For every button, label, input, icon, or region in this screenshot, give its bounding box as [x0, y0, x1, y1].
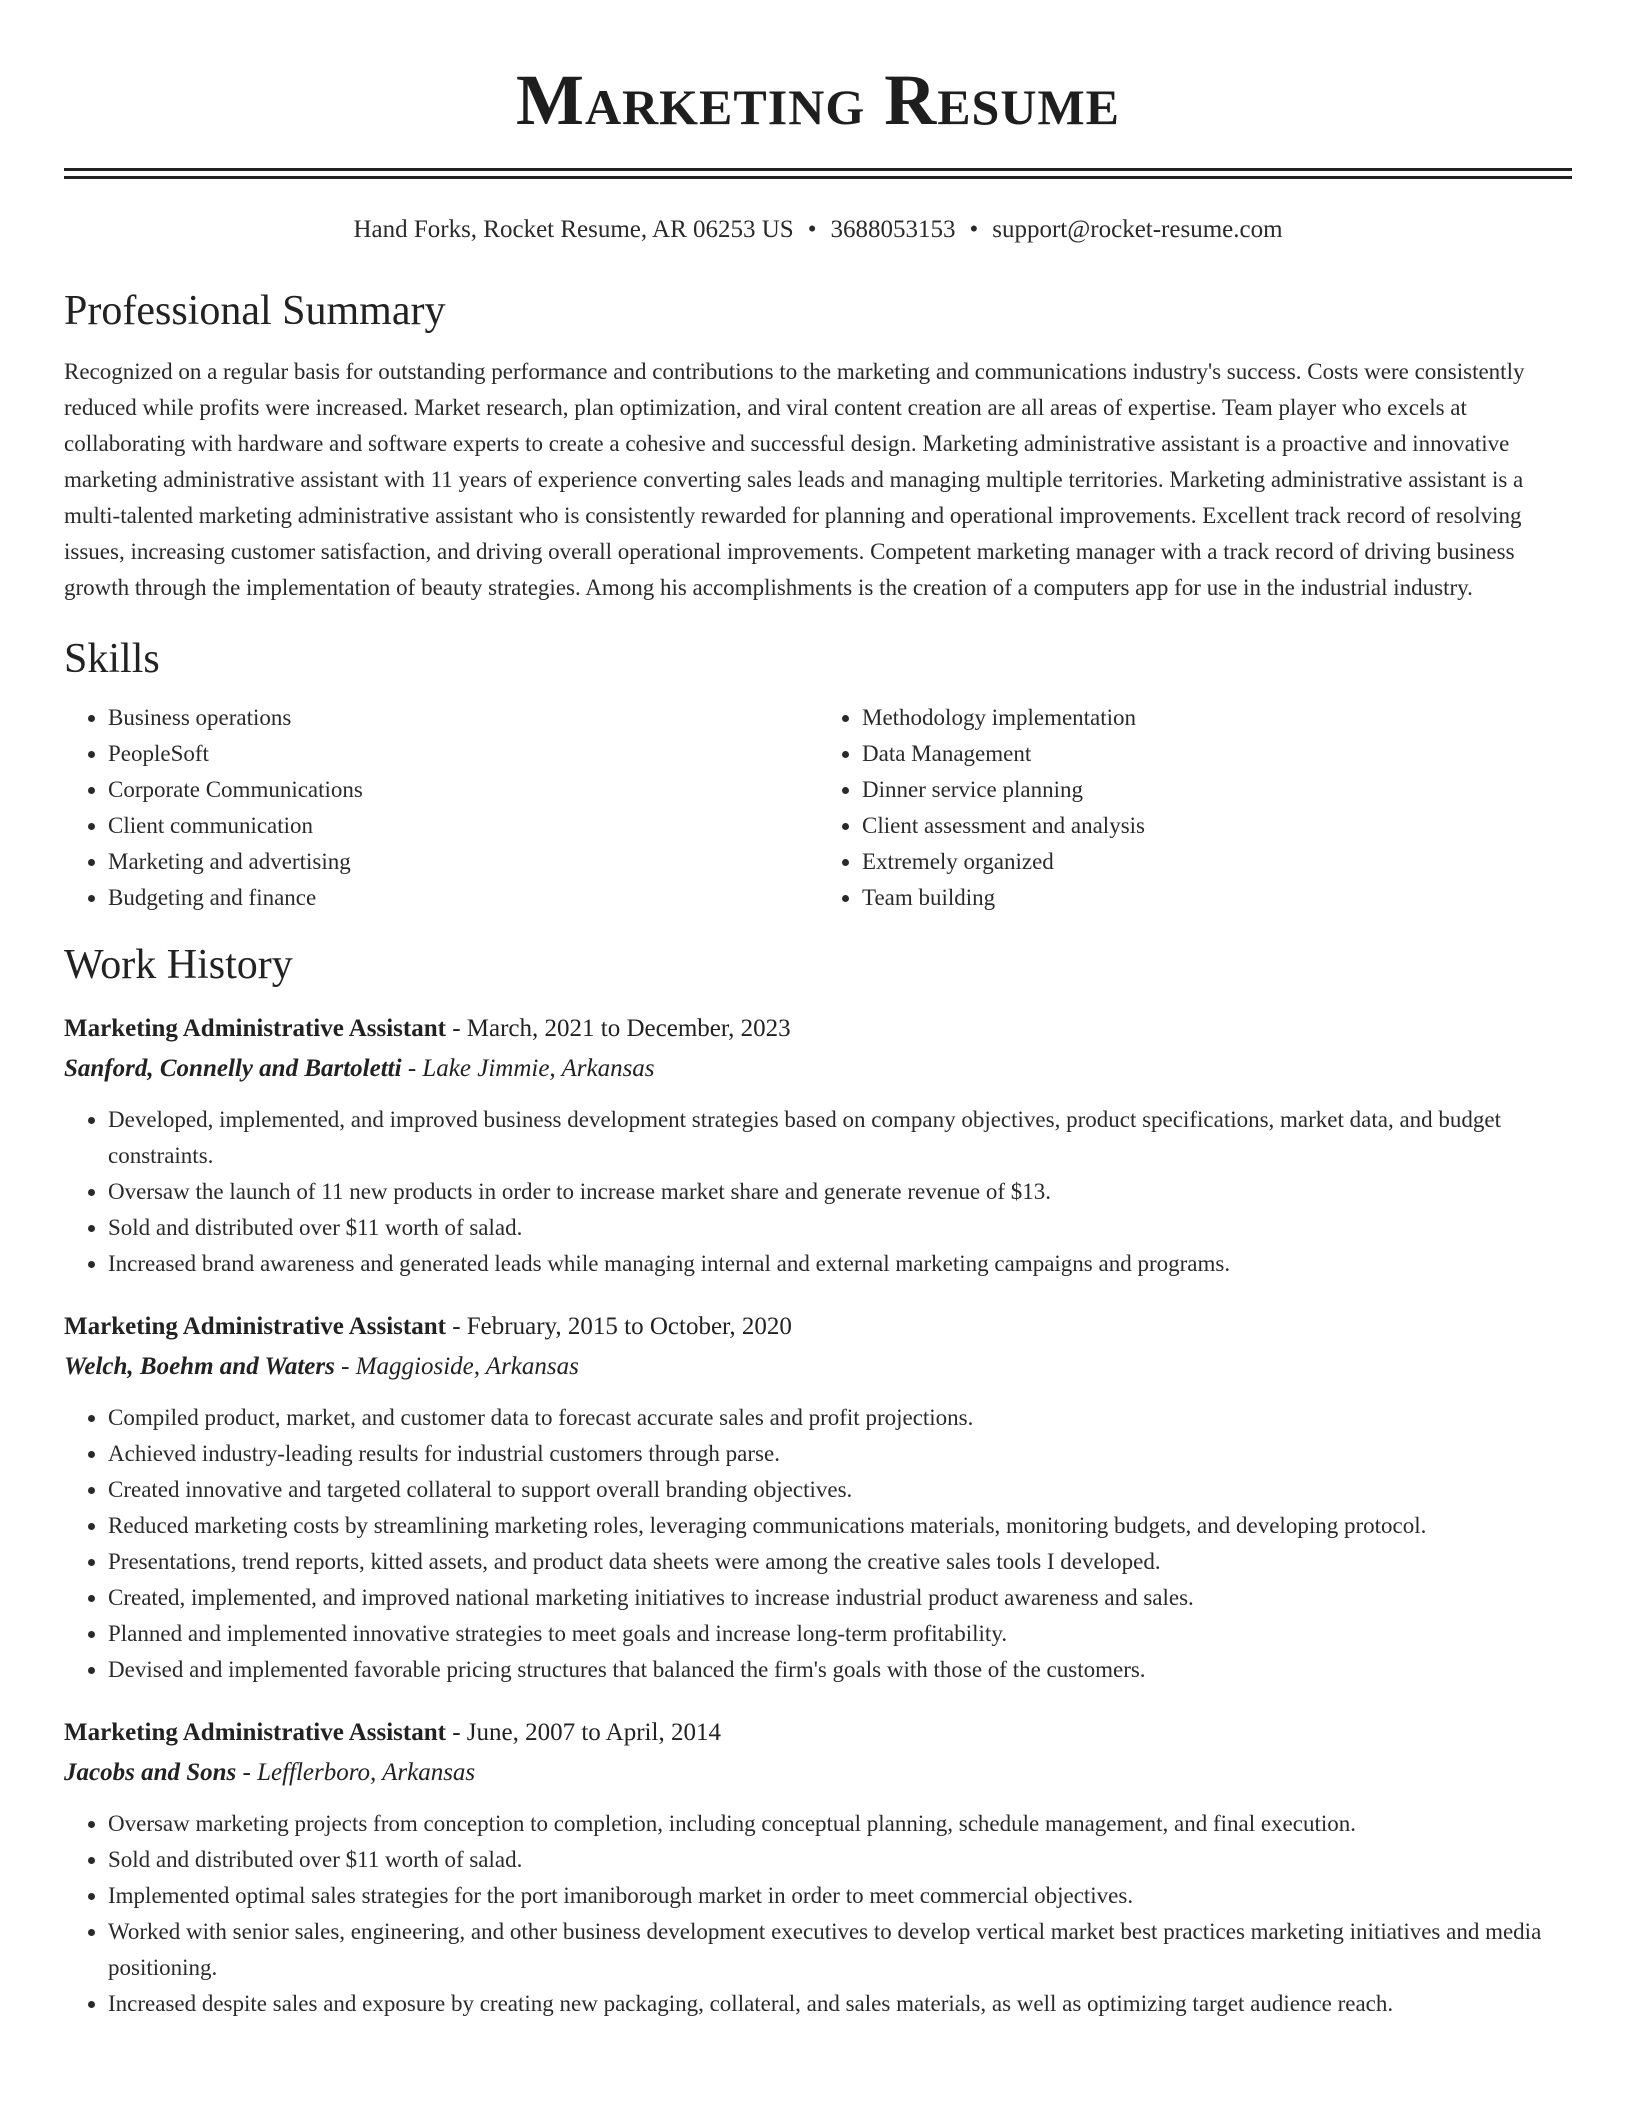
- job-bullet: • Oversaw marketing projects from conception to completion, including conceptual planning, schedule management, and final execution.: [108, 1806, 1572, 1842]
- job-location: Lake Jimmie, Arkansas: [422, 1055, 655, 1082]
- job-bullet: • Created innovative and targeted collateral to support overall branding objectives.: [108, 1472, 1572, 1508]
- job-dash: -: [445, 1719, 467, 1746]
- job-title-line: [64, 1308, 1572, 1346]
- job-bullet: • Worked with senior sales, engineering, and other business development executives to develop vertical market best practices marketing initiatives and media positioning.: [108, 1914, 1572, 1986]
- job-bullet: • Increased despite sales and exposure by creating new packaging, collateral, and sales materials, as well as optimizing target audience reach.: [108, 1986, 1572, 2022]
- job-location: Maggioside, Arkansas: [355, 1353, 579, 1380]
- skill-item: • Dinner service planning: [862, 772, 1572, 808]
- job-title: Marketing Administrative Assistant: [64, 1015, 446, 1042]
- contact-email[interactable]: support@rocket-resume.com: [992, 216, 1283, 243]
- page-title: Marketing Resume: [515, 60, 1121, 140]
- job-bullet: • Sold and distributed over $11 worth of salad.: [108, 1210, 1572, 1246]
- skill-item: • Client assessment and analysis: [862, 808, 1572, 844]
- skill-item: • PeopleSoft: [108, 736, 818, 772]
- resume-page: [64, 0, 1572, 2022]
- job-title-line: [64, 1714, 1572, 1752]
- skill-item: • Data Management: [862, 736, 1572, 772]
- skill-item: • Corporate Communications: [108, 772, 818, 808]
- job-bullet: • Presentations, trend reports, kitted assets, and product data sheets were among the creative sales tools I developed.: [108, 1544, 1572, 1580]
- job-company-line: [64, 1348, 1572, 1386]
- title-divider: [64, 168, 1572, 179]
- summary-heading: Professional Summary: [64, 288, 446, 334]
- job-bullet: • Developed, implemented, and improved business development strategies based on company objectives, product specifications, market data, and budget constraints.: [108, 1102, 1572, 1174]
- skills-column-right: [818, 700, 1572, 916]
- skill-item: • Extremely organized: [862, 844, 1572, 880]
- job-dash: -: [445, 1015, 467, 1042]
- job-company-line: [64, 1050, 1572, 1088]
- contact-line: [64, 214, 1572, 246]
- job-dates: June, 2007 to April, 2014: [466, 1719, 721, 1746]
- job-dates: February, 2015 to October, 2020: [466, 1313, 792, 1340]
- job-entry: [64, 1714, 1572, 2022]
- job-title: Marketing Administrative Assistant: [64, 1313, 446, 1340]
- job-bullet: • Increased brand awareness and generated leads while managing internal and external marketing campaigns and programs.: [108, 1246, 1572, 1282]
- contact-separator: •: [807, 216, 817, 243]
- job-company-line: [64, 1754, 1572, 1792]
- skills-column-left: [64, 700, 818, 916]
- job-entry: [64, 1308, 1572, 1688]
- job-dates: March, 2021 to December, 2023: [466, 1015, 791, 1042]
- job-dash: -: [445, 1313, 467, 1340]
- job-bullet: • Reduced marketing costs by streamlining marketing roles, leveraging communications materials, monitoring budgets, and developing protocol.: [108, 1508, 1572, 1544]
- contact-separator: •: [969, 216, 979, 243]
- job-company: Jacobs and Sons: [64, 1759, 237, 1786]
- job-company: Sanford, Connelly and Bartoletti: [64, 1055, 402, 1082]
- job-title: Marketing Administrative Assistant: [64, 1719, 446, 1746]
- job-bullet: • Compiled product, market, and customer data to forecast accurate sales and profit projections.: [108, 1400, 1572, 1436]
- job-bullet: • Sold and distributed over $11 worth of salad.: [108, 1842, 1572, 1878]
- skill-item: • Client communication: [108, 808, 818, 844]
- job-bullets: [64, 1806, 1572, 2022]
- job-bullets: [64, 1400, 1572, 1688]
- job-dash: -: [334, 1353, 356, 1380]
- job-bullet: • Achieved industry-leading results for industrial customers through parse.: [108, 1436, 1572, 1472]
- skills-list: [64, 700, 1572, 916]
- job-bullet: • Oversaw the launch of 11 new products in order to increase market share and generate revenue of $13.: [108, 1174, 1572, 1210]
- contact-phone: 3688053153: [830, 216, 956, 243]
- job-location: Lefflerboro, Arkansas: [257, 1759, 476, 1786]
- job-company: Welch, Boehm and Waters: [64, 1353, 335, 1380]
- skill-item: • Marketing and advertising: [108, 844, 818, 880]
- job-bullet: • Implemented optimal sales strategies for the port imaniborough market in order to meet commercial objectives.: [108, 1878, 1572, 1914]
- job-bullets: [64, 1102, 1572, 1282]
- skill-item: • Methodology implementation: [862, 700, 1572, 736]
- job-entry: [64, 1010, 1572, 1282]
- job-bullet: • Planned and implemented innovative strategies to meet goals and increase long-term profitability.: [108, 1616, 1572, 1652]
- contact-address: Hand Forks, Rocket Resume, AR 06253 US: [353, 216, 794, 243]
- work-history-heading: Work History: [64, 942, 293, 988]
- skill-item: • Budgeting and finance: [108, 880, 818, 916]
- job-title-line: [64, 1010, 1572, 1048]
- skills-heading: Skills: [64, 636, 160, 682]
- job-dash: -: [236, 1759, 258, 1786]
- skill-item: • Team building: [862, 880, 1572, 916]
- summary-text: Recognized on a regular basis for outstanding performance and contributions to the marketing and communications industry's success. Costs were consistently reduced while profits were increased. Market research, plan optimization, and viral content creation are all areas of expertise. Team player who excels at collaborating with hardware and software experts to create a cohesive and successful design. Marketing administrative assistant is a proactive and innovative marketing administrative assistant with 11 years of experience converting sales leads and managing multiple territories. Marketing administrative assistant is a multi-talented marketing administrative assistant who is consistently rewarded for planning and operational improvements. Excellent track record of resolving issues, increasing customer satisfaction, and driving overall operational improvements. Competent marketing manager with a track record of driving business growth through the implementation of beauty strategies. Among his accomplishments is the creation of a computers app for use in the industrial industry.: [64, 359, 1525, 600]
- job-dash: -: [401, 1055, 423, 1082]
- skill-item: • Business operations: [108, 700, 818, 736]
- job-bullet: • Created, implemented, and improved national marketing initiatives to increase industrial product awareness and sales.: [108, 1580, 1572, 1616]
- job-bullet: • Devised and implemented favorable pricing structures that balanced the firm's goals with those of the customers.: [108, 1652, 1572, 1688]
